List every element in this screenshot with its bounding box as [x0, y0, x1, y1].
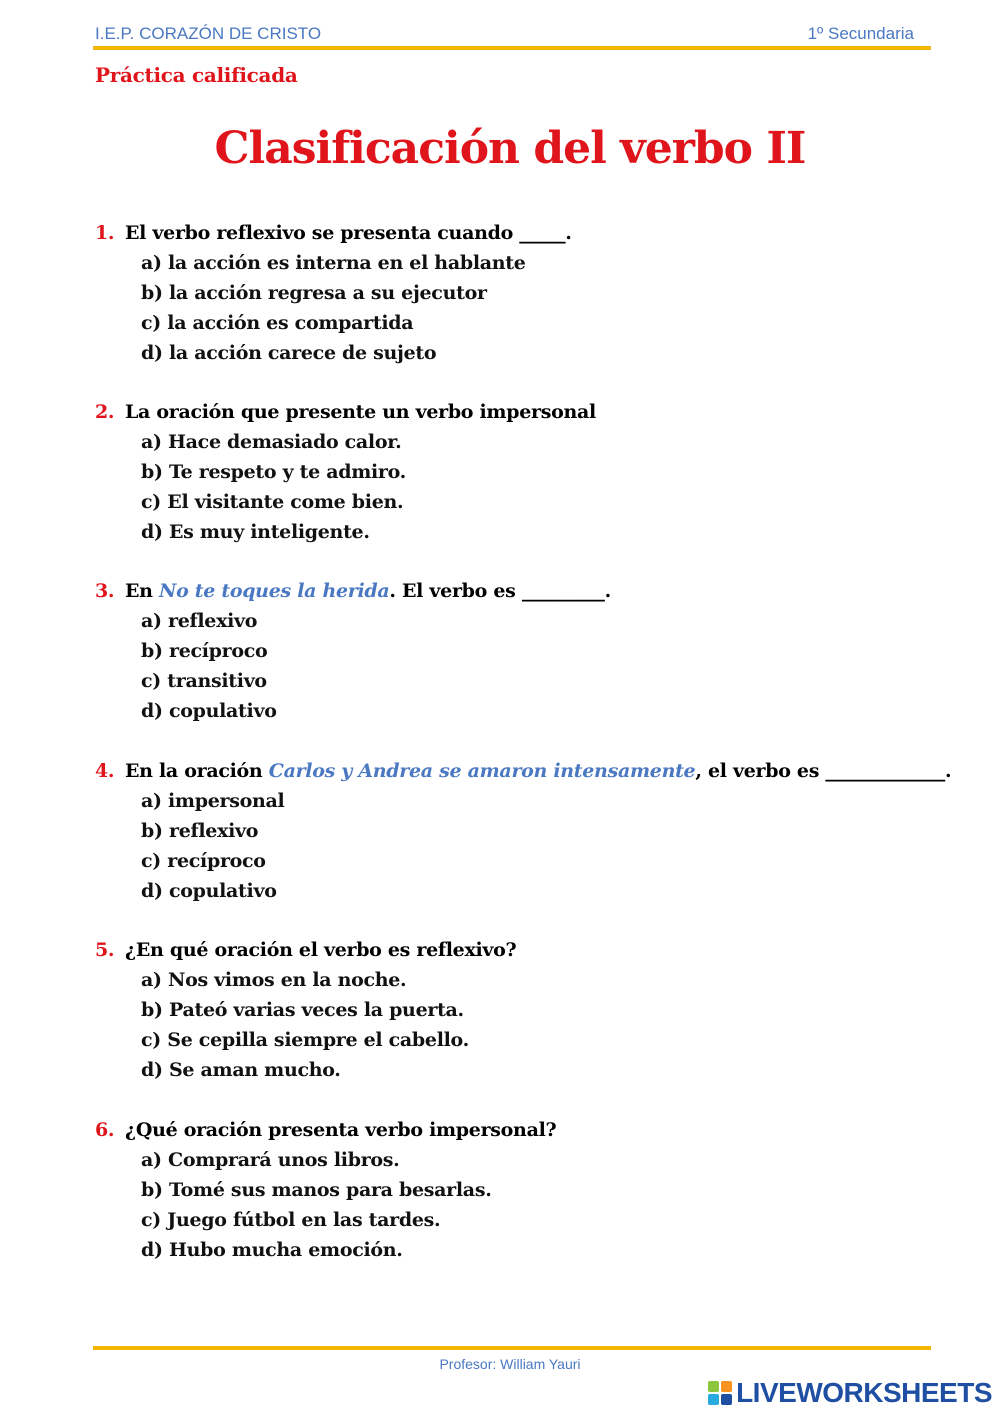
option-d[interactable]: d) Es muy inteligente.	[141, 521, 370, 543]
question-1	[95, 218, 955, 368]
option-d[interactable]: d) copulativo	[141, 880, 277, 902]
question-stem	[95, 576, 955, 606]
page-title: Clasificación del verbo II	[214, 123, 806, 174]
option-b[interactable]: b) la acción regresa a su ejecutor	[141, 282, 487, 304]
option-d[interactable]: d) la acción carece de sujeto	[141, 342, 437, 364]
option-a[interactable]: a) Comprará unos libros.	[141, 1149, 400, 1171]
logo-square-icon	[721, 1394, 732, 1405]
option-b[interactable]: b) Tomé sus manos para besarlas.	[141, 1179, 492, 1201]
header-divider	[93, 46, 931, 50]
stem-text: ¿Qué oración presenta	[125, 1119, 366, 1141]
question-number: 5.	[95, 939, 115, 961]
stem-keyword: verbo reflexivo	[152, 222, 306, 244]
question-number: 6.	[95, 1119, 115, 1141]
stem-text: El	[125, 222, 153, 244]
question-stem	[95, 1115, 955, 1145]
option-b[interactable]: b) Te respeto y te admiro.	[141, 461, 407, 483]
option-a[interactable]: a) impersonal	[141, 790, 285, 812]
stem-keyword: verbo impersonal	[415, 401, 596, 423]
stem-text: , el verbo es _____________.	[695, 760, 952, 782]
question-5	[95, 935, 955, 1085]
logo-square-icon	[721, 1381, 732, 1392]
stem-keyword: reflexivo	[416, 939, 506, 961]
stem-keyword: verbo	[323, 939, 382, 961]
school-name: I.E.P. CORAZÓN DE CRISTO	[95, 24, 322, 43]
option-c[interactable]: c) transitivo	[141, 670, 267, 692]
question-4	[95, 756, 955, 906]
stem-text: ?	[545, 1119, 557, 1141]
stem-text: se presenta cuando _____.	[305, 222, 572, 244]
option-a[interactable]: a) reflexivo	[141, 610, 258, 632]
teacher-name: Profesor: William Yauri	[439, 1356, 581, 1372]
option-d[interactable]: d) copulativo	[141, 700, 277, 722]
brand-name: LIVEWORKSHEETS	[736, 1377, 992, 1408]
grade-label: 1º Secundaria	[807, 24, 914, 43]
footer-divider	[93, 1346, 931, 1350]
stem-text: ¿En qué oración el	[125, 939, 324, 961]
option-b[interactable]: b) recíproco	[141, 640, 268, 662]
liveworksheets-logo[interactable]	[708, 1378, 992, 1408]
stem-example: Carlos y Andrea se amaron intensamente	[268, 760, 696, 782]
logo-square-icon	[708, 1381, 719, 1392]
question-number: 1.	[95, 222, 115, 244]
question-number: 3.	[95, 580, 115, 602]
option-c[interactable]: c) recíproco	[141, 850, 266, 872]
option-a[interactable]: a) Hace demasiado calor.	[141, 431, 402, 453]
question-number: 2.	[95, 401, 115, 423]
stem-text: . El verbo es _________.	[389, 580, 611, 602]
option-b[interactable]: b) reflexivo	[141, 820, 259, 842]
question-stem	[95, 935, 955, 965]
stem-text: La oración que presente un	[125, 401, 416, 423]
question-3	[95, 576, 955, 726]
option-a[interactable]: a) Nos vimos en la noche.	[141, 969, 407, 991]
question-stem	[95, 756, 955, 786]
option-c[interactable]: c) la acción es compartida	[141, 312, 414, 334]
option-b[interactable]: b) Pateó varias veces la puerta.	[141, 999, 464, 1021]
question-stem	[95, 218, 955, 248]
question-6	[95, 1115, 955, 1265]
question-2	[95, 397, 955, 547]
liveworksheets-icon	[708, 1381, 732, 1405]
option-a[interactable]: a) la acción es interna en el hablante	[141, 252, 526, 274]
option-d[interactable]: d) Hubo mucha emoción.	[141, 1239, 403, 1261]
stem-text: En la oración	[125, 760, 269, 782]
stem-text: ?	[505, 939, 517, 961]
option-d[interactable]: d) Se aman mucho.	[141, 1059, 341, 1081]
logo-square-icon	[708, 1394, 719, 1405]
stem-keyword: verbo impersonal	[365, 1119, 546, 1141]
option-c[interactable]: c) Juego fútbol en las tardes.	[141, 1209, 441, 1231]
stem-text: es	[381, 939, 417, 961]
stem-example: No te toques la herida	[159, 580, 390, 602]
stem-text: En	[125, 580, 160, 602]
option-c[interactable]: c) Se cepilla siempre el cabello.	[141, 1029, 469, 1051]
question-number: 4.	[95, 760, 115, 782]
question-stem	[95, 397, 955, 427]
option-c[interactable]: c) El visitante come bien.	[141, 491, 404, 513]
page-subtitle: Práctica calificada	[95, 63, 298, 87]
